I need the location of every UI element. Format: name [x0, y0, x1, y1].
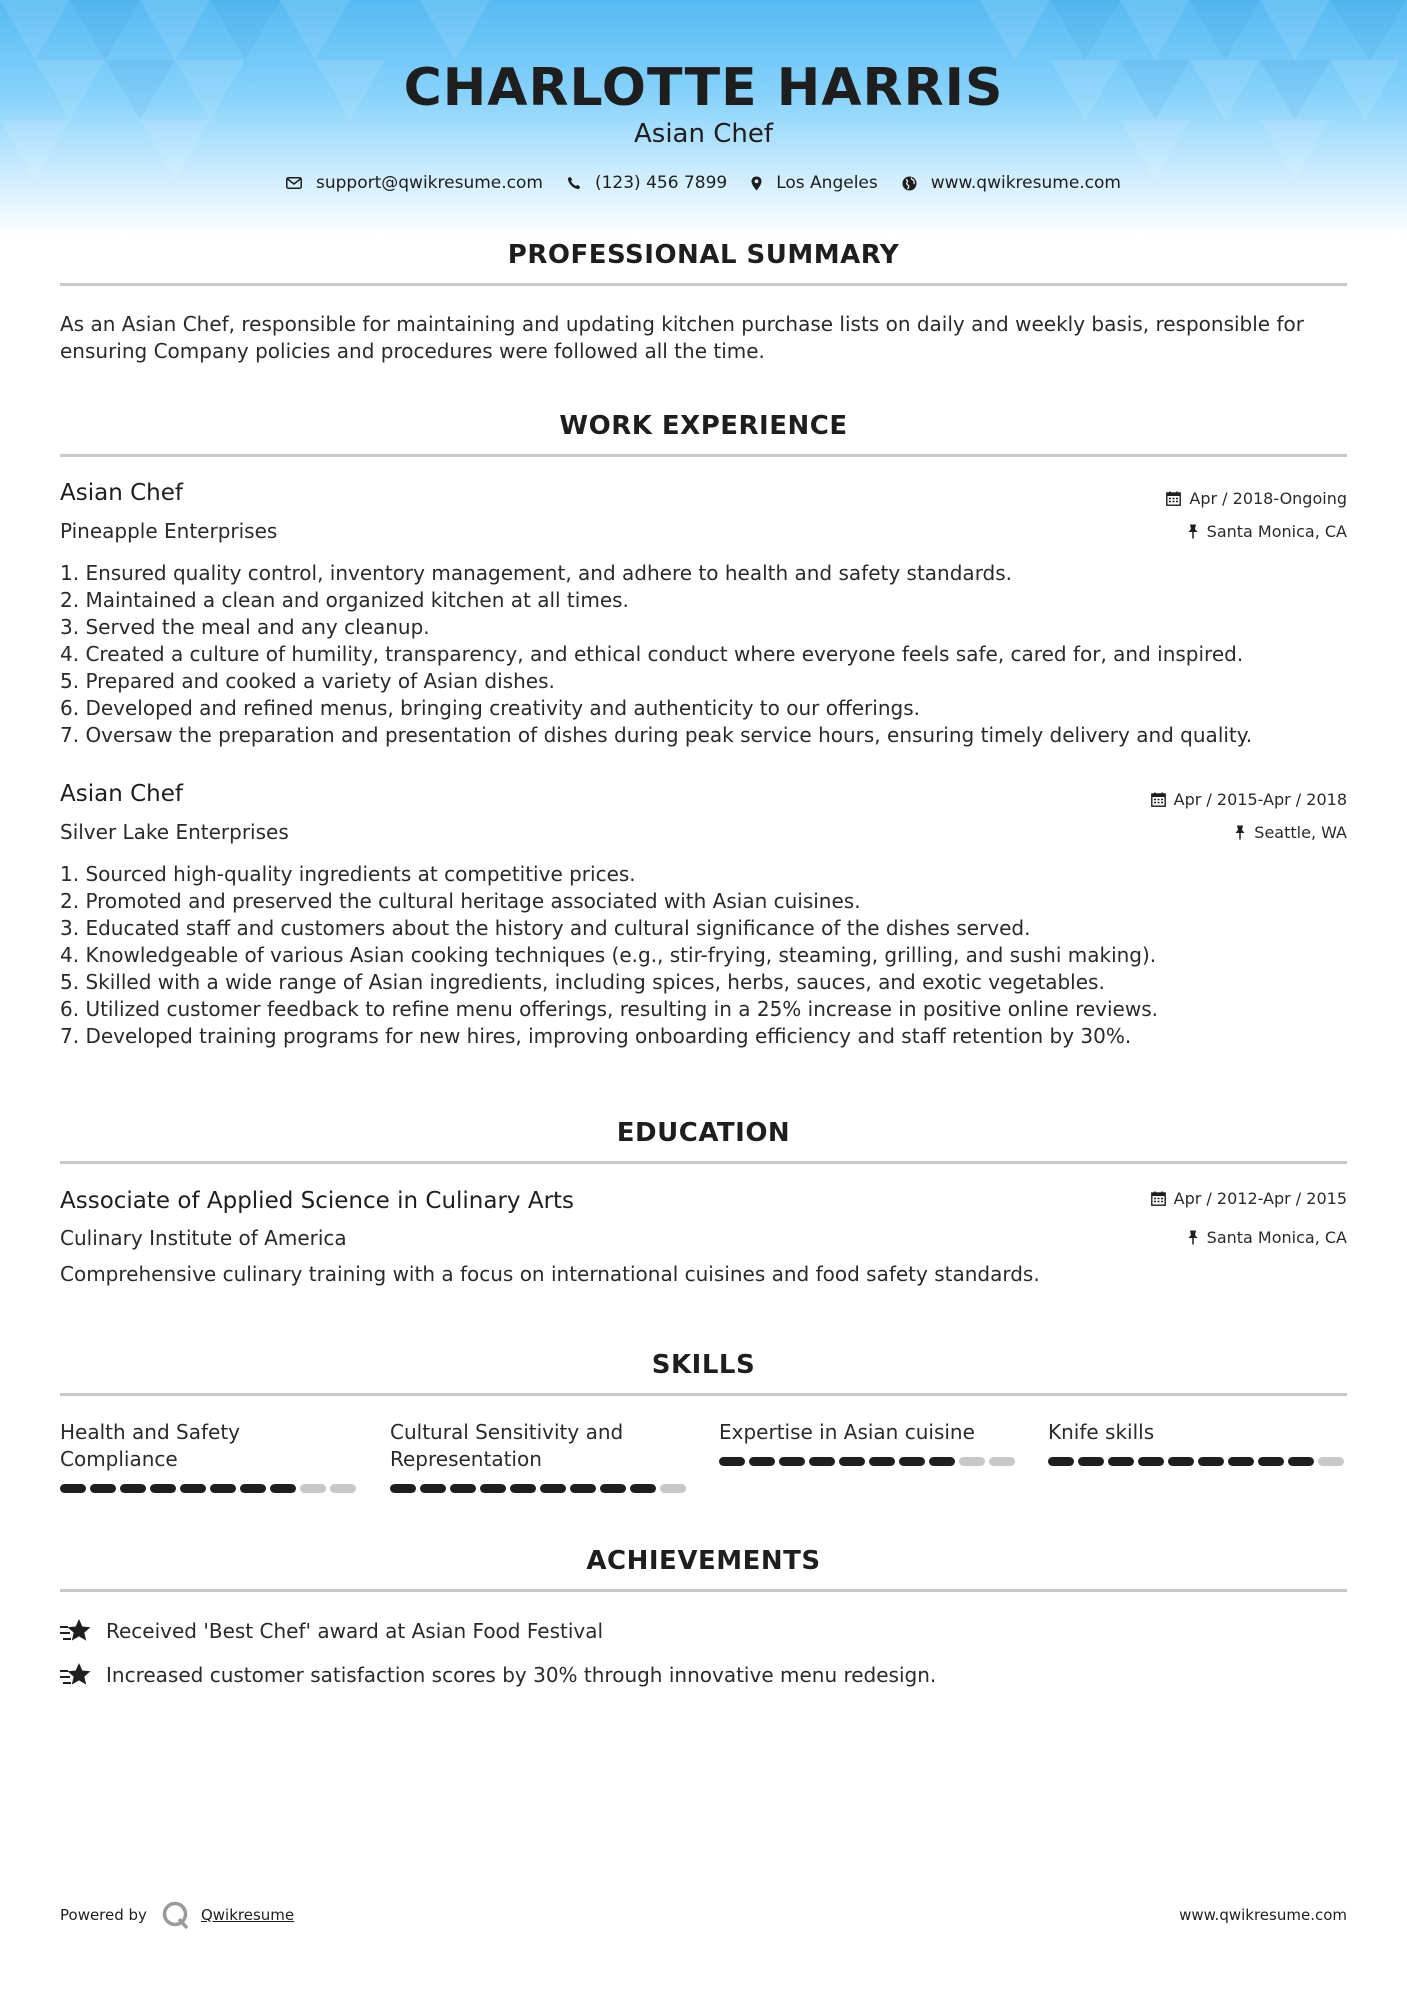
skill-segment-empty: [300, 1484, 326, 1493]
list-item: 5. Prepared and cooked a variety of Asian dishes.: [60, 669, 555, 693]
section-divider: [60, 1393, 1347, 1396]
section-title-education: EDUCATION: [616, 1118, 791, 1148]
contact-location: [751, 173, 878, 193]
education-dates-text: Apr / 2012-Apr / 2015: [1173, 1189, 1347, 1208]
education-location: [1187, 1228, 1347, 1247]
achievement-text: Received 'Best Chef' award at Asian Food Festival: [106, 1619, 604, 1643]
location-text: Los Angeles: [776, 173, 878, 193]
skill-segment-filled: [420, 1484, 446, 1493]
skill-item: [390, 1419, 690, 1473]
pushpin-icon: [1187, 524, 1199, 539]
map-pin-icon: [751, 176, 762, 191]
skill-segment-filled: [1108, 1457, 1134, 1466]
pushpin-icon: [1234, 825, 1246, 840]
phone-icon: [567, 176, 581, 190]
skill-name-line: Compliance: [60, 1447, 178, 1471]
list-item: 4. Knowledgeable of various Asian cooking techniques (e.g., stir-frying, steaming, grilling, and sushi making).: [60, 943, 1157, 967]
header-banner: [0, 0, 1407, 236]
job-company: Silver Lake Enterprises: [60, 820, 289, 844]
skill-segment-filled: [809, 1457, 835, 1466]
job-location: [1234, 823, 1347, 842]
education-degree: Associate of Applied Science in Culinary Arts: [60, 1188, 575, 1214]
list-item: 4. Created a culture of humility, transparency, and ethical conduct where everyone feels safe, cared for, and inspired.: [60, 642, 1244, 666]
skill-segment-empty: [330, 1484, 356, 1493]
contact-email[interactable]: [286, 173, 543, 193]
skill-segment-filled: [839, 1457, 865, 1466]
job-dates-text: Apr / 2015-Apr / 2018: [1173, 790, 1347, 809]
education-school: Culinary Institute of America: [60, 1226, 347, 1250]
skill-name-line: Knife skills: [1048, 1420, 1155, 1444]
contact-bar: [0, 173, 1407, 193]
skill-segment-filled: [210, 1484, 236, 1493]
skill-segment-filled: [270, 1484, 296, 1493]
section-title-summary: PROFESSIONAL SUMMARY: [507, 240, 900, 270]
skill-segment-filled: [1258, 1457, 1284, 1466]
skill-segment-filled: [390, 1484, 416, 1493]
section-divider: [60, 283, 1347, 286]
skill-segment-filled: [719, 1457, 745, 1466]
skill-segment-filled: [1168, 1457, 1194, 1466]
calendar-icon: [1166, 491, 1181, 506]
section-divider: [60, 454, 1347, 457]
section-divider: [60, 1589, 1347, 1592]
list-item: 6. Developed and refined menus, bringing creativity and authenticity to our offerings.: [60, 696, 920, 720]
list-item: 3. Educated staff and customers about the history and cultural significance of the dishes served.: [60, 916, 1031, 940]
job-company: Pineapple Enterprises: [60, 519, 278, 543]
job-location-text: Santa Monica, CA: [1206, 522, 1347, 541]
job-dates-text: Apr / 2018-Ongoing: [1189, 489, 1347, 508]
skill-level-bar: [1048, 1457, 1348, 1466]
skill-segment-filled: [90, 1484, 116, 1493]
powered-by-label: Powered by: [60, 1906, 147, 1924]
skill-segment-filled: [600, 1484, 626, 1493]
skill-segment-filled: [180, 1484, 206, 1493]
skill-name-line: Cultural Sensitivity and: [390, 1420, 624, 1444]
pushpin-icon: [1187, 1230, 1199, 1245]
skill-item: [60, 1419, 360, 1473]
job-title: Asian Chef: [60, 480, 183, 506]
job-title: Asian Chef: [60, 781, 183, 807]
list-item: 5. Skilled with a wide range of Asian ingredients, including spices, herbs, sauces, and exotic vegetables.: [60, 970, 1105, 994]
job-dates: [1151, 790, 1347, 809]
skill-segment-filled: [929, 1457, 955, 1466]
skill-segment-filled: [899, 1457, 925, 1466]
skill-segment-filled: [1048, 1457, 1074, 1466]
achievement-text: Increased customer satisfaction scores by 30% through innovative menu redesign.: [106, 1663, 937, 1687]
job-bullet-list: [60, 861, 1360, 1050]
skill-item: [719, 1419, 1019, 1446]
list-item: 7. Oversaw the preparation and presentation of dishes during peak service hours, ensuring timely delivery and quality.: [60, 723, 1253, 747]
skill-segment-empty: [959, 1457, 985, 1466]
candidate-role: Asian Chef: [633, 119, 773, 149]
skill-name: [1048, 1419, 1348, 1446]
list-item: 2. Promoted and preserved the cultural heritage associated with Asian cuisines.: [60, 889, 861, 913]
skill-segment-filled: [630, 1484, 656, 1493]
skill-segment-empty: [1318, 1457, 1344, 1466]
education-dates: [1151, 1189, 1347, 1208]
qwikresume-logo-icon: [161, 1900, 191, 1930]
skill-segment-filled: [1228, 1457, 1254, 1466]
skill-segment-empty: [989, 1457, 1015, 1466]
footer-powered-by: [60, 1900, 294, 1930]
skill-level-bar: [719, 1457, 1019, 1466]
list-item: 2. Maintained a clean and organized kitchen at all times.: [60, 588, 629, 612]
qwikresume-link[interactable]: Qwikresume: [200, 1906, 295, 1924]
globe-icon: [902, 176, 917, 191]
footer-website[interactable]: www.qwikresume.com: [1179, 1906, 1347, 1924]
list-item: 1. Ensured quality control, inventory management, and adhere to health and safety standards.: [60, 561, 1013, 585]
education-location-text: Santa Monica, CA: [1206, 1228, 1347, 1247]
triangle-pattern-background: [0, 0, 1407, 236]
skill-name: [719, 1419, 1019, 1446]
skill-segment-filled: [779, 1457, 805, 1466]
skill-name: [390, 1419, 690, 1473]
skill-segment-filled: [749, 1457, 775, 1466]
skill-segment-filled: [480, 1484, 506, 1493]
skill-segment-filled: [570, 1484, 596, 1493]
skill-segment-filled: [120, 1484, 146, 1493]
skill-segment-filled: [510, 1484, 536, 1493]
section-title-skills: SKILLS: [651, 1350, 756, 1380]
list-item: 6. Utilized customer feedback to refine menu offerings, resulting in a 25% increase in positive online reviews.: [60, 997, 1158, 1021]
phone-text: (123) 456 7899: [594, 173, 728, 193]
skill-name: [60, 1419, 360, 1473]
skill-name-line: Health and Safety: [60, 1420, 240, 1444]
skill-segment-filled: [240, 1484, 266, 1493]
job-bullet-list: [60, 560, 1360, 749]
skill-segment-filled: [1288, 1457, 1314, 1466]
job-location: [1187, 522, 1347, 541]
skill-item: [1048, 1419, 1348, 1446]
contact-phone[interactable]: [567, 173, 727, 193]
achievement-item: [60, 1617, 603, 1645]
calendar-icon: [1151, 1191, 1166, 1206]
email-text: support@qwikresume.com: [316, 173, 543, 193]
skill-name-line: Expertise in Asian cuisine: [719, 1420, 975, 1444]
section-title-experience: WORK EXPERIENCE: [559, 411, 848, 441]
skill-segment-filled: [869, 1457, 895, 1466]
achievement-item: [60, 1661, 936, 1689]
skill-level-bar: [390, 1484, 690, 1493]
candidate-name: CHARLOTTE HARRIS: [403, 58, 1004, 118]
list-item: 3. Served the meal and any cleanup.: [60, 615, 430, 639]
skill-name-line: Representation: [390, 1447, 542, 1471]
star-award-icon: [60, 1617, 92, 1645]
skill-segment-filled: [1138, 1457, 1164, 1466]
list-item: 1. Sourced high-quality ingredients at competitive prices.: [60, 862, 636, 886]
skill-segment-filled: [540, 1484, 566, 1493]
job-dates: [1166, 489, 1347, 508]
skill-segment-filled: [150, 1484, 176, 1493]
calendar-icon: [1151, 792, 1166, 807]
website-text: www.qwikresume.com: [930, 173, 1121, 193]
skill-segment-filled: [1198, 1457, 1224, 1466]
skill-segment-empty: [660, 1484, 686, 1493]
education-description: Comprehensive culinary training with a focus on international cuisines and food safety standards.: [60, 1262, 1040, 1286]
envelope-icon: [286, 177, 302, 189]
star-award-icon: [60, 1661, 92, 1689]
skill-level-bar: [60, 1484, 360, 1493]
job-location-text: Seattle, WA: [1254, 823, 1347, 842]
summary-text: As an Asian Chef, responsible for maintaining and updating kitchen purchase lists on daily and weekly basis, responsible for ensuring Company policies and procedures were followed all the time.: [60, 312, 1304, 363]
list-item: 7. Developed training programs for new hires, improving onboarding efficiency and staff retention by 30%.: [60, 1024, 1132, 1048]
section-title-achievements: ACHIEVEMENTS: [586, 1546, 821, 1576]
skill-segment-filled: [450, 1484, 476, 1493]
skill-segment-filled: [60, 1484, 86, 1493]
section-divider: [60, 1161, 1347, 1164]
skill-segment-filled: [1078, 1457, 1104, 1466]
contact-website[interactable]: [902, 173, 1121, 193]
